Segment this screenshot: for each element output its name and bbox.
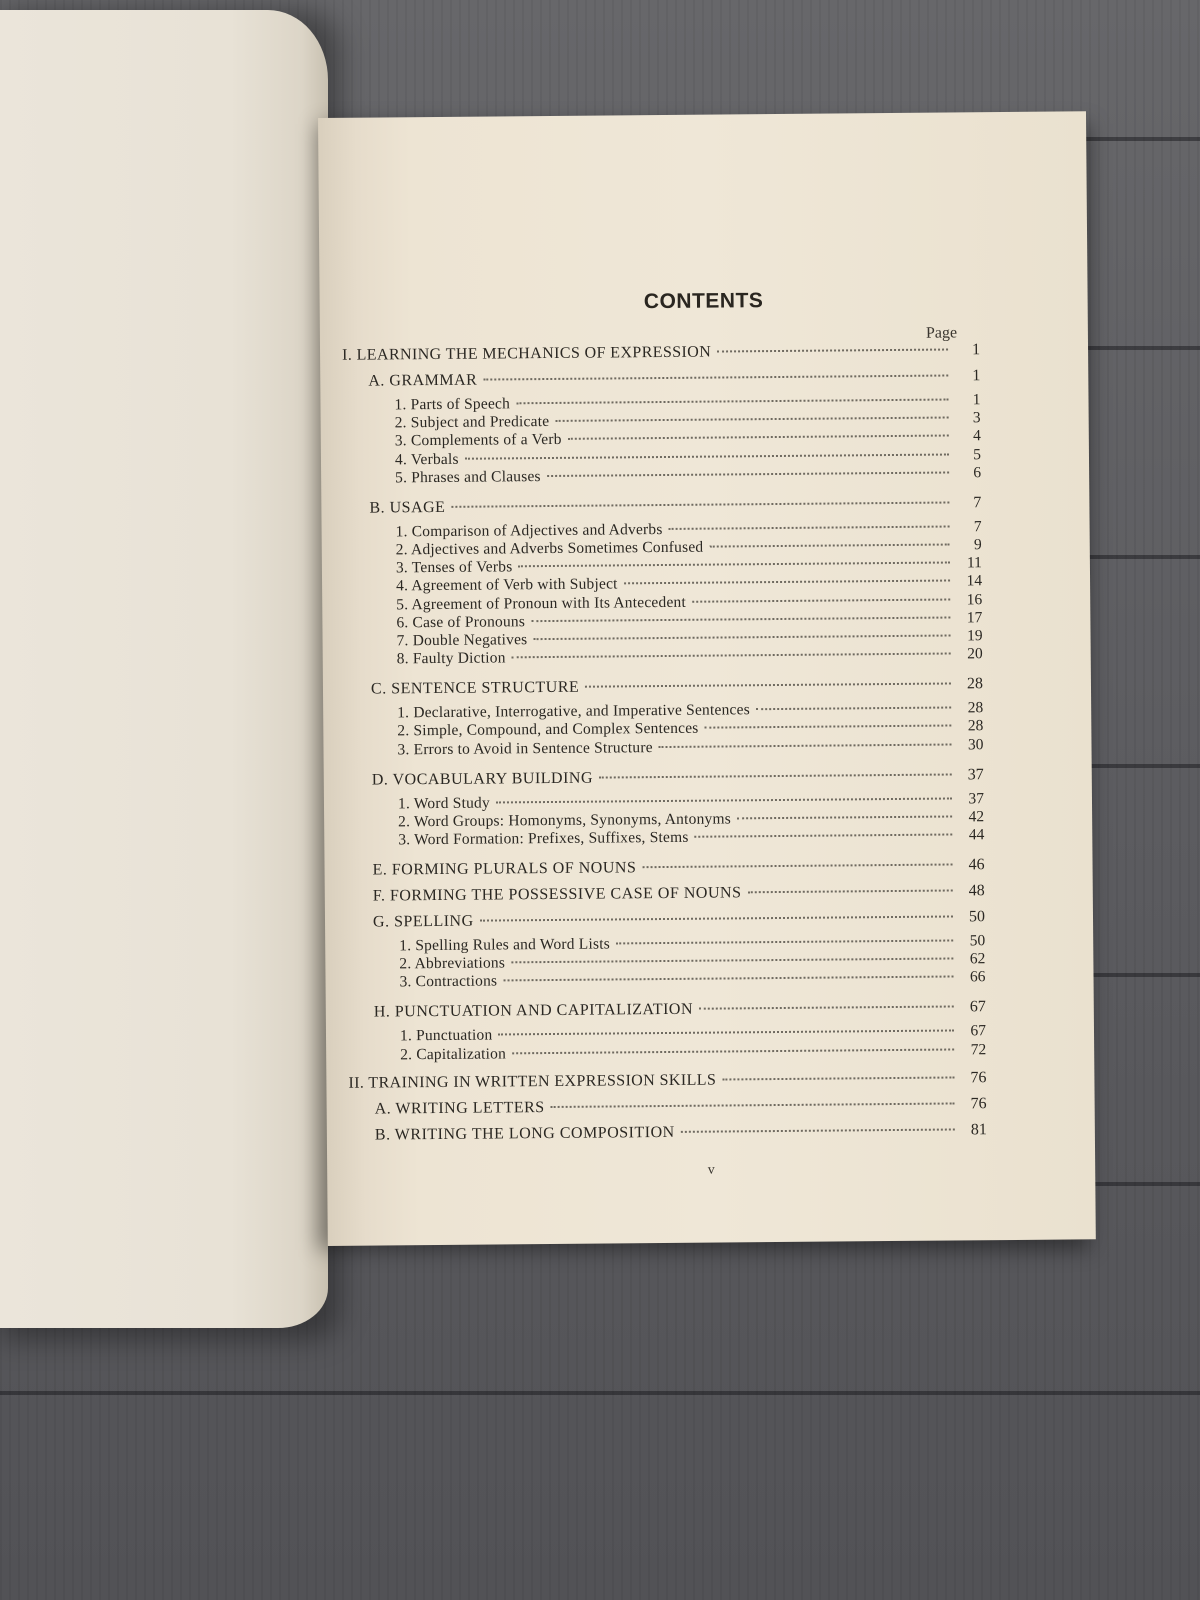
- dot-leader: [498, 1030, 954, 1036]
- dot-leader: [512, 653, 951, 659]
- dot-leader: [737, 815, 952, 819]
- toc-entry-label: 1. Word Study: [397, 794, 490, 812]
- toc-entry-page-number: 42: [968, 808, 985, 826]
- toc-entry-page-number: 7: [973, 494, 982, 512]
- toc-section-row: [373, 881, 985, 906]
- toc-entry-page-number: 44: [968, 826, 985, 844]
- dot-leader: [451, 501, 949, 507]
- dot-leader: [496, 797, 952, 803]
- dot-leader: [512, 1048, 954, 1054]
- toc-section-row: [369, 493, 981, 518]
- toc-entry-label: 2. Abbreviations: [399, 954, 506, 973]
- toc-entry-page-number: 11: [966, 554, 982, 572]
- toc-subsection-row: [400, 1040, 986, 1065]
- dot-leader: [692, 598, 950, 602]
- dot-leader: [551, 1102, 955, 1108]
- toc-entry-label: 1. Spelling Rules and Word Lists: [399, 935, 610, 955]
- toc-entry-label: 5. Phrases and Clauses: [395, 467, 541, 487]
- dot-leader: [531, 616, 950, 622]
- toc-entry-page-number: 19: [966, 627, 983, 645]
- dot-leader: [516, 399, 948, 405]
- toc-entry-page-number: 14: [966, 572, 983, 590]
- toc-entry-page-number: 20: [967, 645, 983, 663]
- toc-entry-label: 4. Verbals: [394, 450, 459, 468]
- dot-leader: [704, 725, 951, 729]
- toc-entry-label: G. SPELLING: [372, 912, 474, 931]
- page-folio: v: [707, 1162, 715, 1178]
- toc-entry-label: I. LEARNING THE MECHANICS OF EXPRESSION: [341, 343, 712, 364]
- toc-entry-page-number: 62: [969, 950, 986, 968]
- dot-leader: [709, 544, 949, 548]
- left-blank-page: [0, 10, 328, 1328]
- toc-entry-page-number: 48: [968, 882, 985, 900]
- contents-page: [318, 111, 1096, 1246]
- toc-section-row: [375, 1094, 987, 1119]
- toc-subsection-row: [395, 463, 981, 488]
- toc-entry-label: 1. Punctuation: [399, 1026, 493, 1045]
- toc-entry-label: F. FORMING THE POSSESSIVE CASE OF NOUNS: [372, 884, 742, 905]
- page-column-label: Page: [925, 324, 958, 342]
- toc-entry-page-number: 37: [968, 789, 985, 807]
- dot-leader: [616, 939, 953, 944]
- contents-heading: CONTENTS: [643, 289, 764, 314]
- toc-section-row: [372, 855, 984, 880]
- toc-entry-label: 2. Word Groups: Homonyms, Synonyms, Antonyms: [398, 810, 732, 831]
- toc-entry-page-number: 76: [970, 1068, 987, 1086]
- toc-subsection-row: [398, 825, 984, 850]
- dot-leader: [518, 562, 950, 568]
- toc-entry-page-number: 28: [967, 717, 984, 735]
- toc-section-row: [372, 765, 984, 790]
- toc-entry-page-number: 17: [966, 609, 983, 627]
- toc-entry-label: 2. Simple, Compound, and Complex Sentences: [397, 720, 699, 740]
- toc-entry-label: 8. Faulty Diction: [396, 649, 506, 668]
- toc-section-row: [368, 366, 980, 391]
- toc-entry-page-number: 1: [972, 367, 981, 385]
- toc-entry-page-number: 67: [969, 998, 986, 1016]
- dot-leader: [717, 349, 948, 353]
- toc-subsection-row: [397, 735, 983, 760]
- toc-entry-label: 3. Word Formation: Prefixes, Suffixes, Stems: [398, 828, 689, 849]
- toc-entry-page-number: 66: [969, 968, 986, 986]
- dot-leader: [568, 435, 949, 440]
- toc-entry-label: D. VOCABULARY BUILDING: [371, 769, 594, 789]
- dot-leader: [624, 580, 950, 585]
- dot-leader: [756, 707, 951, 711]
- dot-leader: [555, 417, 948, 422]
- dot-leader: [699, 1006, 954, 1010]
- toc-entry-page-number: 67: [970, 1022, 987, 1040]
- toc-entry-label: 5. Agreement of Pronoun with Its Antecedent: [396, 593, 687, 613]
- toc-entry-page-number: 6: [973, 464, 982, 482]
- toc-entry-label: 6. Case of Pronouns: [396, 613, 526, 632]
- dot-leader: [669, 525, 950, 529]
- toc-entry-page-number: 76: [970, 1094, 987, 1112]
- dot-leader: [659, 743, 952, 748]
- dot-leader: [511, 958, 953, 964]
- dot-leader: [547, 471, 949, 477]
- toc-entry-page-number: 30: [967, 735, 984, 753]
- toc-entry-label: 2. Capitalization: [400, 1044, 507, 1063]
- toc-entry-label: II. TRAINING IN WRITTEN EXPRESSION SKILLS: [348, 1071, 717, 1092]
- toc-entry-page-number: 4: [972, 427, 981, 445]
- dot-leader: [503, 976, 953, 982]
- toc-subsection-row: [397, 644, 983, 669]
- dot-leader: [695, 833, 953, 837]
- toc-entry-label: 3. Tenses of Verbs: [395, 558, 513, 577]
- toc-entry-page-number: 1: [972, 391, 981, 409]
- toc-section-row: [374, 998, 986, 1023]
- dot-leader: [642, 863, 952, 868]
- dot-leader: [480, 915, 953, 921]
- toc-entry-label: B. WRITING THE LONG COMPOSITION: [374, 1123, 675, 1144]
- toc-entry-page-number: 7: [973, 518, 982, 536]
- toc-entry-page-number: 37: [967, 765, 984, 783]
- toc-entry-page-number: 72: [970, 1040, 987, 1058]
- toc-section-row: [373, 907, 985, 932]
- toc-entry-page-number: 50: [968, 908, 986, 926]
- dot-leader: [533, 634, 950, 640]
- toc-entry-label: 3. Errors to Avoid in Sentence Structure: [397, 738, 653, 758]
- toc-entry-page-number: 9: [973, 536, 982, 554]
- toc-entry-label: H. PUNCTUATION AND CAPITALIZATION: [373, 1001, 694, 1021]
- toc-entry-page-number: 81: [970, 1120, 987, 1138]
- toc-entry-label: 1. Declarative, Interrogative, and Imperative Sentences: [397, 701, 750, 722]
- dot-leader: [465, 453, 949, 459]
- dot-leader: [585, 683, 951, 688]
- dot-leader: [483, 375, 948, 381]
- toc-entry-page-number: 1: [971, 341, 981, 359]
- toc-entry-label: 1. Comparison of Adjectives and Adverbs: [395, 520, 663, 541]
- toc-entry-label: 3. Contractions: [399, 972, 498, 991]
- toc-entry-label: 7. Double Negatives: [396, 631, 528, 650]
- toc-entry-page-number: 3: [972, 409, 981, 427]
- toc-entry-page-number: 5: [973, 445, 982, 463]
- dot-leader: [722, 1076, 954, 1080]
- dot-leader: [681, 1128, 955, 1132]
- toc-entry-page-number: 16: [966, 590, 983, 608]
- toc-entry-label: 2. Subject and Predicate: [394, 413, 550, 432]
- toc-entry-page-number: 46: [968, 856, 985, 874]
- toc-entry-page-number: 28: [967, 699, 984, 717]
- toc-entry-label: C. SENTENCE STRUCTURE: [370, 678, 580, 698]
- toc-entry-label: 2. Adjectives and Adverbs Sometimes Confused: [395, 538, 704, 559]
- toc-section-row: [375, 1120, 987, 1145]
- toc-entry-label: 3. Complements of a Verb: [394, 431, 562, 450]
- toc-entry-label: 1. Parts of Speech: [394, 395, 511, 414]
- toc-entry-label: 4. Agreement of Verb with Subject: [396, 575, 618, 595]
- toc-entry-page-number: 28: [966, 675, 984, 693]
- toc-entry-label: B. USAGE: [369, 498, 446, 517]
- dot-leader: [599, 773, 952, 778]
- toc-subsection-row: [399, 968, 985, 993]
- toc-entry-page-number: 50: [969, 932, 986, 950]
- toc-part-row: [348, 1068, 986, 1094]
- dot-leader: [747, 889, 952, 893]
- toc-entry-label: E. FORMING PLURALS OF NOUNS: [372, 859, 637, 879]
- toc-part-row: [342, 340, 980, 366]
- toc-entry-label: A. GRAMMAR: [368, 371, 478, 390]
- toc-section-row: [371, 674, 983, 699]
- toc-entry-label: A. WRITING LETTERS: [374, 1098, 545, 1118]
